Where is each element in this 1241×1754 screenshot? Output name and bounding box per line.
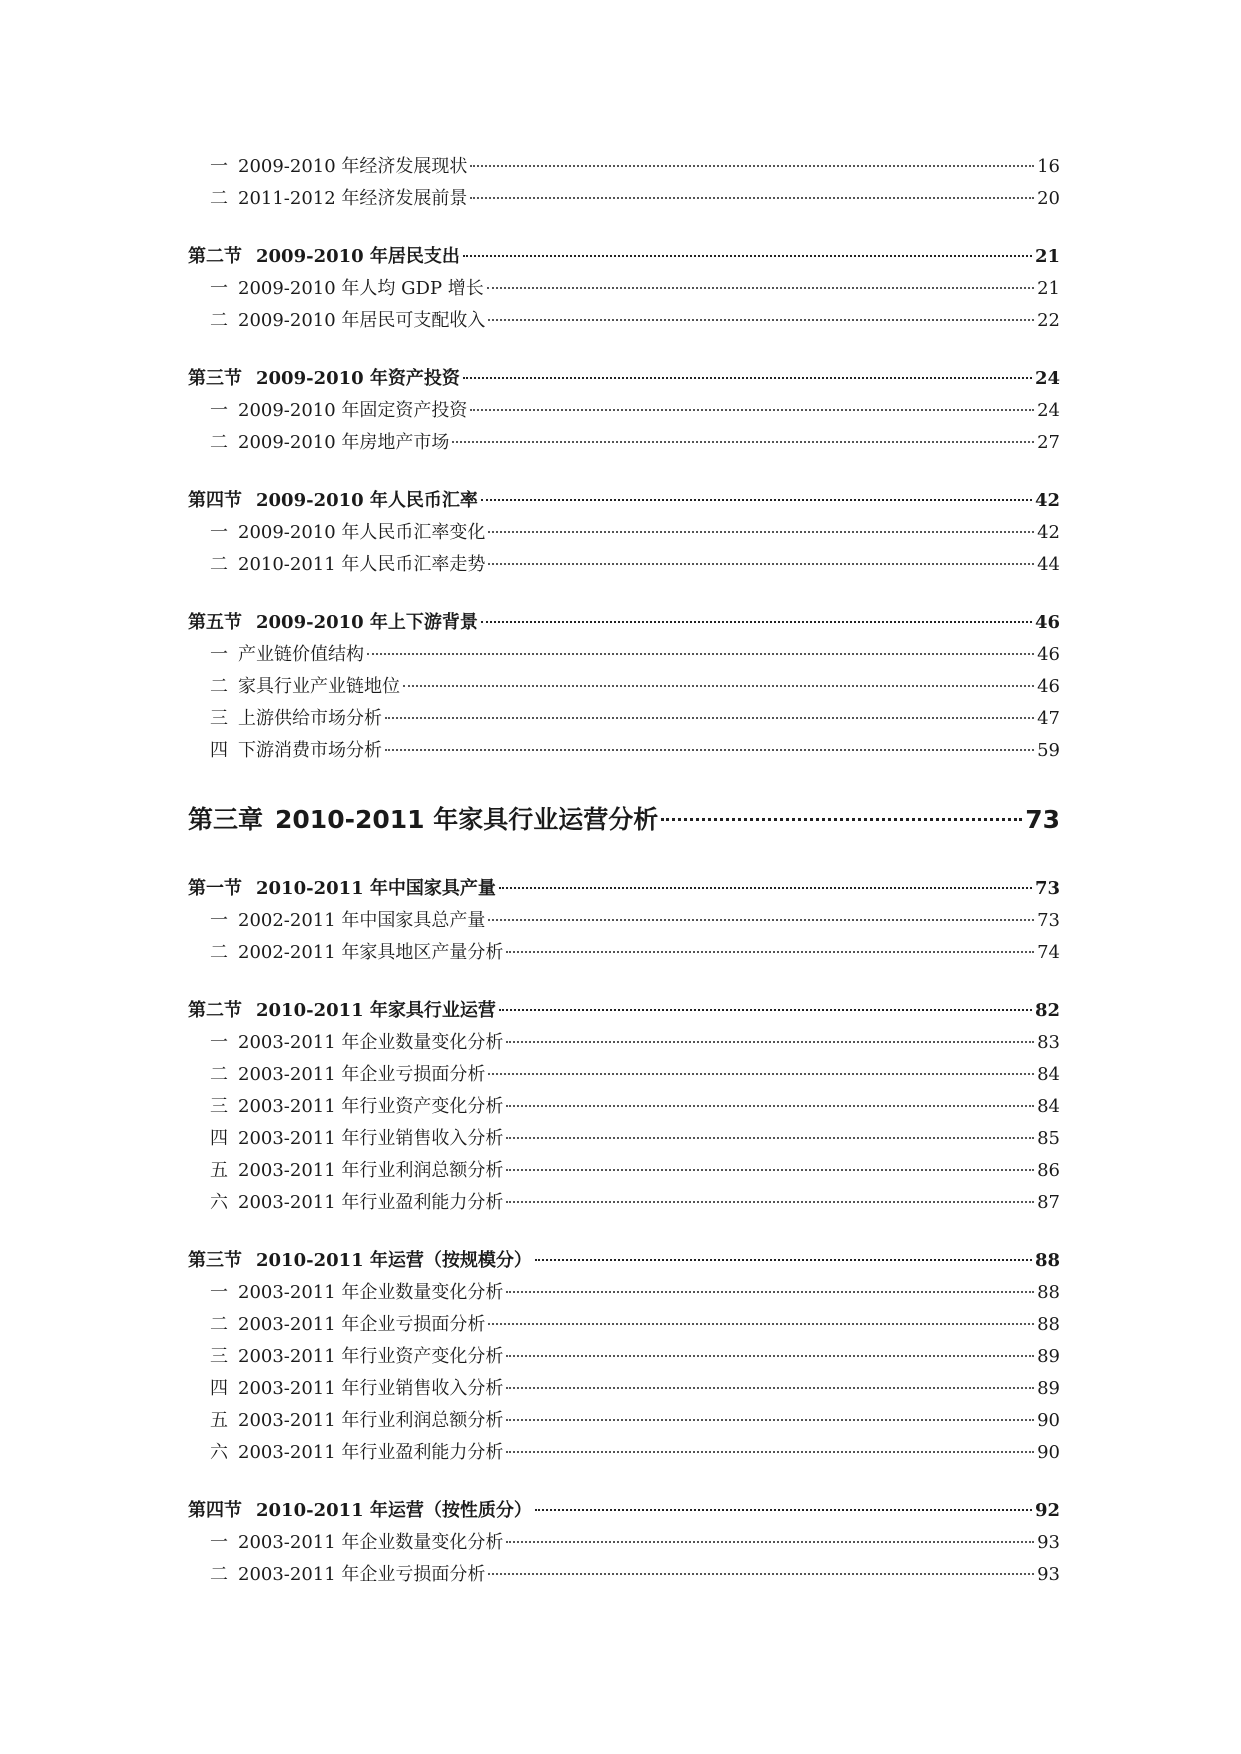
toc-entry-number: 一: [210, 522, 228, 543]
toc-page-number: 73: [1034, 878, 1060, 899]
toc-entry-number: 六: [210, 1442, 228, 1463]
toc-page-number: 44: [1037, 554, 1060, 575]
toc-page-number: 88: [1034, 1250, 1060, 1271]
toc-dot-leader: [487, 287, 1034, 289]
toc-entry-title: [188, 1246, 532, 1272]
toc-page-number: 82: [1034, 1000, 1060, 1021]
toc-page-number: 21: [1034, 246, 1060, 267]
toc-entry-number: 二: [210, 432, 228, 453]
toc-subsection-entry[interactable]: [188, 1406, 1060, 1438]
toc-entry-title: [188, 800, 658, 836]
toc-dot-leader: [535, 1509, 1032, 1511]
toc-page-number: 93: [1037, 1564, 1060, 1585]
toc-entry-text: 2003-2011 年企业亏损面分析: [238, 1564, 486, 1585]
toc-section-label: 第四节: [188, 1500, 242, 1521]
toc-subsection-entry[interactable]: [188, 518, 1060, 550]
toc-dot-leader: [506, 1419, 1034, 1421]
toc-entry-text: 2010-2011 年人民币汇率走势: [238, 554, 486, 575]
toc-page-number: 85: [1037, 1128, 1060, 1149]
toc-subsection-entry[interactable]: [188, 152, 1060, 184]
toc-section-entry[interactable]: [188, 364, 1060, 396]
toc-page-number: 74: [1037, 942, 1060, 963]
toc-dot-leader: [470, 165, 1034, 167]
toc-entry-text: 家具行业产业链地位: [238, 676, 400, 697]
toc-entry-number: 一: [210, 644, 228, 665]
toc-section-label: 第四节: [188, 490, 242, 511]
toc-dot-leader: [506, 1201, 1034, 1203]
toc-entry-text: 2003-2011 年行业利润总额分析: [238, 1410, 504, 1431]
toc-entry-title: [210, 906, 485, 932]
toc-dot-leader: [488, 531, 1034, 533]
toc-entry-title: [210, 184, 467, 210]
toc-page-number: 24: [1034, 368, 1060, 389]
toc-page-number: 20: [1037, 188, 1060, 209]
toc-page-number: 87: [1037, 1192, 1060, 1213]
toc-entry-text: 2003-2011 年行业盈利能力分析: [238, 1442, 504, 1463]
toc-entry-text: 上游供给市场分析: [238, 708, 382, 729]
toc-entry-title: [210, 152, 467, 178]
toc-dot-leader: [403, 685, 1034, 687]
table-of-contents: [188, 152, 1060, 1592]
toc-entry-title: [210, 518, 485, 544]
toc-entry-text: 2003-2011 年行业销售收入分析: [238, 1378, 504, 1399]
toc-entry-title: [188, 608, 478, 634]
toc-entry-number: 三: [210, 1346, 228, 1367]
toc-subsection-entry[interactable]: [188, 1092, 1060, 1124]
toc-entry-text: 2003-2011 年行业销售收入分析: [238, 1128, 504, 1149]
toc-entry-text: 2009-2010 年人民币汇率变化: [238, 522, 486, 543]
toc-page-number: 90: [1037, 1410, 1060, 1431]
toc-page-number: 90: [1037, 1442, 1060, 1463]
toc-entry-title: [210, 1310, 485, 1336]
toc-section-entry[interactable]: [188, 486, 1060, 518]
toc-dot-leader: [506, 1041, 1034, 1043]
toc-subsection-entry[interactable]: [188, 1156, 1060, 1188]
toc-dot-leader: [506, 951, 1034, 953]
toc-entry-title: [210, 672, 400, 698]
toc-entry-number: 一: [210, 400, 228, 421]
toc-page-number: 59: [1037, 740, 1060, 761]
toc-subsection-entry[interactable]: [188, 184, 1060, 216]
toc-entry-title: [210, 550, 485, 576]
toc-dot-leader: [535, 1259, 1032, 1261]
toc-entry-number: 四: [210, 1378, 228, 1399]
toc-dot-leader: [470, 197, 1034, 199]
toc-subsection-entry[interactable]: [188, 1560, 1060, 1592]
toc-page-number: 83: [1037, 1032, 1060, 1053]
toc-subsection-entry[interactable]: [188, 1028, 1060, 1060]
toc-chapter-label: 第三章: [188, 805, 264, 834]
toc-entry-title: [210, 1028, 503, 1054]
toc-dot-leader: [488, 1073, 1034, 1075]
toc-entry-title: [210, 1278, 503, 1304]
toc-entry-number: 一: [210, 910, 228, 931]
toc-entry-title: [210, 274, 484, 300]
toc-section-label: 第三节: [188, 1250, 242, 1271]
toc-page-number: 47: [1037, 708, 1060, 729]
toc-page-number: 46: [1034, 612, 1060, 633]
toc-entry-title: [210, 1060, 485, 1086]
toc-entry-text: 2003-2011 年企业数量变化分析: [238, 1282, 504, 1303]
toc-entry-text: 2009-2010 年上下游背景: [256, 612, 478, 633]
toc-entry-text: 产业链价值结构: [238, 644, 364, 665]
toc-entry-number: 二: [210, 942, 228, 963]
toc-entry-text: 2009-2010 年居民支出: [256, 246, 460, 267]
toc-subsection-entry[interactable]: [188, 672, 1060, 704]
toc-entry-title: [210, 1342, 503, 1368]
toc-page-number: 46: [1037, 676, 1060, 697]
toc-entry-title: [210, 1560, 485, 1586]
toc-entry-title: [210, 428, 449, 454]
toc-entry-number: 五: [210, 1160, 228, 1181]
toc-entry-text: 2009-2010 年固定资产投资: [238, 400, 468, 421]
toc-entry-title: [188, 1496, 532, 1522]
toc-entry-text: 2009-2010 年经济发展现状: [238, 156, 468, 177]
toc-dot-leader: [463, 377, 1032, 379]
toc-entry-number: 一: [210, 278, 228, 299]
toc-section-label: 第一节: [188, 878, 242, 899]
toc-section-entry[interactable]: [188, 1496, 1060, 1528]
toc-entry-text: 2003-2011 年企业亏损面分析: [238, 1314, 486, 1335]
toc-entry-text: 2002-2011 年中国家具总产量: [238, 910, 486, 931]
toc-page-number: 42: [1034, 490, 1060, 511]
toc-entry-number: 六: [210, 1192, 228, 1213]
toc-dot-leader: [488, 1573, 1034, 1575]
toc-dot-leader: [488, 1323, 1034, 1325]
toc-dot-leader: [463, 255, 1032, 257]
toc-entry-title: [188, 874, 496, 900]
toc-entry-number: 二: [210, 1064, 228, 1085]
toc-dot-leader: [506, 1169, 1034, 1171]
toc-entry-text: 2010-2011 年运营（按规模分）: [256, 1250, 532, 1271]
toc-entry-title: [188, 364, 460, 390]
toc-dot-leader: [499, 887, 1032, 889]
toc-dot-leader: [385, 749, 1034, 751]
toc-dot-leader: [488, 919, 1034, 921]
toc-entry-text: 2009-2010 年资产投资: [256, 368, 460, 389]
toc-entry-number: 一: [210, 1282, 228, 1303]
toc-subsection-entry[interactable]: [188, 640, 1060, 672]
toc-entry-text: 2003-2011 年行业资产变化分析: [238, 1096, 504, 1117]
toc-entry-text: 2009-2010 年人民币汇率: [256, 490, 478, 511]
toc-subsection-entry[interactable]: [188, 1310, 1060, 1342]
toc-page-number: 16: [1037, 156, 1060, 177]
toc-page-number: 46: [1037, 644, 1060, 665]
toc-entry-text: 2003-2011 年企业数量变化分析: [238, 1532, 504, 1553]
toc-entry-number: 二: [210, 676, 228, 697]
toc-page-number: 84: [1037, 1064, 1060, 1085]
toc-dot-leader: [506, 1291, 1034, 1293]
toc-entry-title: [210, 1092, 503, 1118]
toc-entry-title: [210, 1438, 503, 1464]
toc-page-number: 84: [1037, 1096, 1060, 1117]
toc-page-number: 88: [1037, 1282, 1060, 1303]
toc-dot-leader: [385, 717, 1034, 719]
toc-page-number: 21: [1037, 278, 1060, 299]
toc-section-entry[interactable]: [188, 874, 1060, 906]
toc-page-number: 22: [1037, 310, 1060, 331]
toc-dot-leader: [488, 563, 1034, 565]
toc-entry-number: 二: [210, 188, 228, 209]
toc-entry-number: 一: [210, 1532, 228, 1553]
toc-subsection-entry[interactable]: [188, 1374, 1060, 1406]
toc-entry-title: [210, 1374, 503, 1400]
toc-page-number: 27: [1037, 432, 1060, 453]
toc-page-number: 93: [1037, 1532, 1060, 1553]
toc-dot-leader: [506, 1355, 1034, 1357]
toc-chapter-entry[interactable]: [188, 800, 1060, 848]
toc-entry-text: 2003-2011 年行业利润总额分析: [238, 1160, 504, 1181]
toc-entry-text: 2010-2011 年家具行业运营: [256, 1000, 496, 1021]
toc-section-entry[interactable]: [188, 242, 1060, 274]
toc-entry-title: [188, 486, 478, 512]
toc-entry-title: [210, 306, 485, 332]
toc-page-number: 86: [1037, 1160, 1060, 1181]
toc-dot-leader: [367, 653, 1034, 655]
toc-subsection-entry[interactable]: [188, 704, 1060, 736]
toc-entry-number: 二: [210, 554, 228, 575]
toc-entry-title: [210, 938, 503, 964]
toc-entry-number: 二: [210, 310, 228, 331]
toc-entry-title: [210, 640, 364, 666]
toc-section-entry[interactable]: [188, 996, 1060, 1028]
toc-entry-text: 2011-2012 年经济发展前景: [238, 188, 468, 209]
toc-entry-text: 2009-2010 年居民可支配收入: [238, 310, 486, 331]
toc-dot-leader: [661, 818, 1022, 821]
toc-entry-text: 2009-2010 年房地产市场: [238, 432, 450, 453]
toc-dot-leader: [452, 441, 1034, 443]
toc-entry-number: 五: [210, 1410, 228, 1431]
toc-dot-leader: [470, 409, 1034, 411]
toc-entry-text: 2010-2011 年家具行业运营分析: [275, 805, 659, 834]
toc-entry-text: 2003-2011 年企业亏损面分析: [238, 1064, 486, 1085]
toc-subsection-entry[interactable]: [188, 550, 1060, 582]
toc-entry-text: 2003-2011 年行业资产变化分析: [238, 1346, 504, 1367]
toc-page-number: 73: [1025, 805, 1060, 834]
toc-entry-text: 2003-2011 年行业盈利能力分析: [238, 1192, 504, 1213]
toc-dot-leader: [481, 621, 1032, 623]
toc-subsection-entry[interactable]: [188, 1342, 1060, 1374]
toc-subsection-entry[interactable]: [188, 1188, 1060, 1220]
toc-entry-number: 三: [210, 708, 228, 729]
toc-entry-number: 二: [210, 1314, 228, 1335]
toc-dot-leader: [506, 1451, 1034, 1453]
toc-entry-title: [210, 1156, 503, 1182]
toc-dot-leader: [506, 1541, 1034, 1543]
toc-dot-leader: [481, 499, 1032, 501]
toc-page-number: 89: [1037, 1346, 1060, 1367]
toc-page-number: 89: [1037, 1378, 1060, 1399]
toc-entry-number: 二: [210, 1564, 228, 1585]
toc-entry-text: 2003-2011 年企业数量变化分析: [238, 1032, 504, 1053]
toc-section-label: 第三节: [188, 368, 242, 389]
toc-entry-title: [210, 1528, 503, 1554]
toc-section-label: 第二节: [188, 246, 242, 267]
toc-page-number: 92: [1034, 1500, 1060, 1521]
toc-subsection-entry[interactable]: [188, 428, 1060, 460]
toc-entry-title: [210, 1406, 503, 1432]
toc-entry-title: [210, 396, 467, 422]
toc-entry-text: 2002-2011 年家具地区产量分析: [238, 942, 504, 963]
toc-subsection-entry[interactable]: [188, 396, 1060, 428]
toc-page-number: 88: [1037, 1314, 1060, 1335]
toc-subsection-entry[interactable]: [188, 736, 1060, 768]
toc-dot-leader: [506, 1387, 1034, 1389]
toc-entry-text: 2010-2011 年运营（按性质分）: [256, 1500, 532, 1521]
toc-subsection-entry[interactable]: [188, 906, 1060, 938]
toc-entry-number: 四: [210, 740, 228, 761]
toc-subsection-entry[interactable]: [188, 1124, 1060, 1156]
toc-entry-text: 2009-2010 年人均 GDP 增长: [238, 278, 484, 299]
toc-subsection-entry[interactable]: [188, 1528, 1060, 1560]
toc-entry-text: 2010-2011 年中国家具产量: [256, 878, 496, 899]
toc-subsection-entry[interactable]: [188, 938, 1060, 970]
toc-section-label: 第二节: [188, 1000, 242, 1021]
toc-dot-leader: [506, 1105, 1034, 1107]
toc-subsection-entry[interactable]: [188, 274, 1060, 306]
toc-section-label: 第五节: [188, 612, 242, 633]
toc-page-number: 24: [1037, 400, 1060, 421]
toc-entry-title: [210, 704, 382, 730]
toc-entry-text: 下游消费市场分析: [238, 740, 382, 761]
toc-section-entry[interactable]: [188, 1246, 1060, 1278]
toc-entry-title: [188, 242, 460, 268]
toc-entry-number: 一: [210, 1032, 228, 1053]
toc-entry-title: [210, 736, 382, 762]
toc-dot-leader: [506, 1137, 1034, 1139]
toc-entry-title: [210, 1188, 503, 1214]
toc-entry-number: 三: [210, 1096, 228, 1117]
toc-entry-number: 四: [210, 1128, 228, 1149]
toc-page-number: 73: [1037, 910, 1060, 931]
toc-section-entry[interactable]: [188, 608, 1060, 640]
toc-entry-title: [210, 1124, 503, 1150]
toc-subsection-entry[interactable]: [188, 1438, 1060, 1470]
toc-subsection-entry[interactable]: [188, 1278, 1060, 1310]
toc-entry-title: [188, 996, 496, 1022]
toc-dot-leader: [488, 319, 1034, 321]
toc-subsection-entry[interactable]: [188, 306, 1060, 338]
toc-subsection-entry[interactable]: [188, 1060, 1060, 1092]
toc-page-number: 42: [1037, 522, 1060, 543]
toc-entry-number: 一: [210, 156, 228, 177]
toc-dot-leader: [499, 1009, 1032, 1011]
